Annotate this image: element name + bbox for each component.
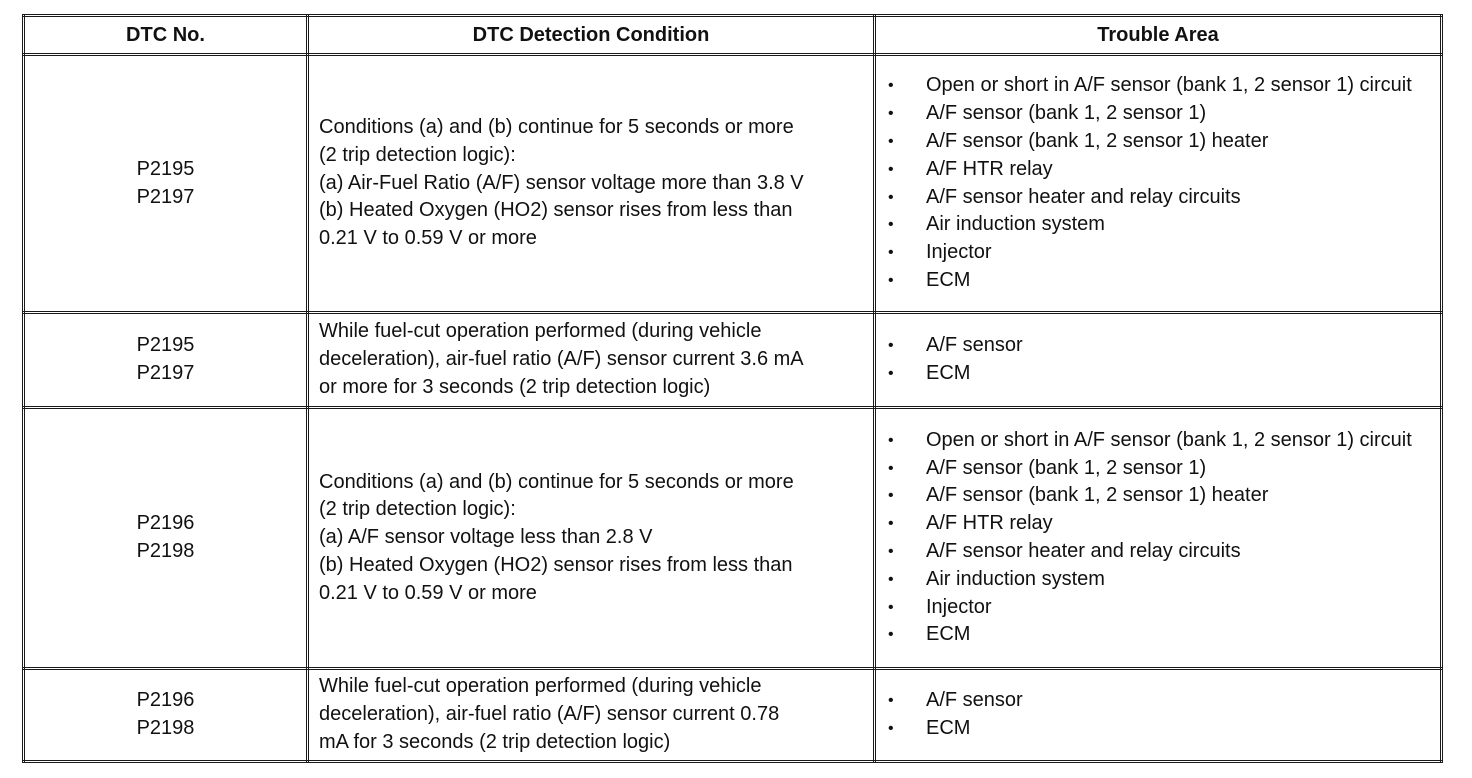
condition-line: (2 trip detection logic): (319, 498, 516, 521)
list-item (876, 621, 1440, 649)
list-item (876, 100, 1440, 128)
bullet-icon: • (888, 77, 894, 95)
condition-line: (a) A/F sensor voltage less than 2.8 V (319, 526, 653, 549)
dtc-code-cell (24, 313, 308, 408)
trouble-area-list (876, 427, 1440, 649)
trouble-area-text: A/F sensor (bank 1, 2 sensor 1) heater (926, 484, 1269, 507)
condition-line: 0.21 V to 0.59 V or more (319, 227, 537, 250)
dtc-code: P2197 (136, 362, 195, 384)
bullet-icon: • (888, 487, 894, 505)
table-row (24, 313, 1442, 408)
condition-line: (b) Heated Oxygen (HO2) sensor rises from less than (319, 199, 793, 222)
bullet-icon: • (888, 337, 894, 355)
detection-condition-cell (308, 313, 875, 408)
bullet-icon: • (888, 431, 894, 449)
bullet-icon: • (888, 720, 894, 737)
bullet-icon: • (888, 188, 894, 206)
trouble-area-text: A/F sensor (bank 1, 2 sensor 1) heater (926, 129, 1269, 152)
trouble-area-text: A/F HTR relay (926, 512, 1053, 535)
bullet-icon: • (888, 598, 894, 616)
trouble-area-text: A/F sensor heater and relay circuits (926, 185, 1241, 208)
trouble-area-cell (875, 408, 1442, 669)
trouble-area-text: ECM (926, 268, 971, 291)
detection-condition-cell (308, 408, 875, 669)
trouble-area-text: Air induction system (926, 567, 1105, 590)
condition-line: While fuel-cut operation performed (during vehicle (319, 320, 762, 343)
list-item (876, 211, 1440, 239)
header-trouble-area: Trouble Area (875, 16, 1442, 55)
dtc-code-cell (24, 55, 308, 313)
dtc-code: P2198 (136, 717, 195, 739)
list-item (876, 510, 1440, 538)
bullet-icon: • (888, 626, 894, 644)
trouble-area-cell (875, 669, 1442, 762)
trouble-area-text: A/F sensor (bank 1, 2 sensor 1) (926, 102, 1207, 125)
list-item (876, 427, 1440, 455)
trouble-area-text: A/F sensor heater and relay circuits (926, 540, 1241, 562)
trouble-area-text: ECM (926, 623, 971, 646)
condition-line: (2 trip detection logic): (319, 143, 516, 166)
list-item (876, 482, 1440, 510)
list-item (876, 332, 1440, 360)
table-row (24, 55, 1442, 313)
list-item (876, 455, 1440, 483)
list-item (876, 594, 1440, 622)
trouble-area-text: ECM (926, 717, 971, 739)
bullet-icon: • (888, 570, 894, 588)
detection-condition-cell (308, 669, 875, 762)
bullet-icon: • (888, 459, 894, 477)
table-row (24, 408, 1442, 669)
trouble-area-text: Injector (926, 241, 992, 264)
list-item (876, 72, 1440, 100)
header-detection-condition: DTC Detection Condition (308, 16, 875, 55)
condition-line: (b) Heated Oxygen (HO2) sensor rises from less than (319, 553, 793, 576)
dtc-code: P2196 (136, 512, 195, 535)
condition-line: 0.21 V to 0.59 V or more (319, 581, 537, 604)
condition-line: deceleration), air-fuel ratio (A/F) sensor current 0.78 (319, 703, 780, 726)
condition-line: While fuel-cut operation performed (during vehicle (319, 675, 762, 698)
trouble-area-text: A/F sensor (926, 334, 1023, 357)
detection-condition-cell (308, 55, 875, 313)
list-item (876, 715, 1440, 743)
bullet-icon: • (888, 244, 894, 262)
bullet-icon: • (888, 132, 894, 150)
condition-line: (a) Air-Fuel Ratio (A/F) sensor voltage more than 3.8 V (319, 171, 804, 194)
list-item (876, 128, 1440, 156)
trouble-area-list (876, 72, 1440, 294)
trouble-area-text: ECM (926, 362, 971, 384)
list-item (876, 566, 1440, 594)
dtc-code-cell (24, 408, 308, 669)
bullet-icon: • (888, 543, 894, 560)
bullet-icon: • (888, 515, 894, 533)
trouble-area-text: A/F sensor (926, 689, 1023, 712)
bullet-icon: • (888, 105, 894, 123)
condition-line: mA for 3 seconds (2 trip detection logic) (319, 730, 671, 753)
condition-line: deceleration), air-fuel ratio (A/F) sensor current 3.6 mA (319, 348, 804, 371)
dtc-code: P2195 (136, 334, 195, 357)
condition-line: or more for 3 seconds (2 trip detection logic) (319, 375, 711, 398)
trouble-area-text: Air induction system (926, 213, 1105, 236)
dtc-code: P2198 (136, 540, 195, 562)
bullet-icon: • (888, 160, 894, 178)
bullet-icon: • (888, 365, 894, 382)
trouble-area-text: A/F HTR relay (926, 157, 1053, 180)
dtc-code: P2195 (136, 157, 195, 180)
header-row (24, 16, 1442, 55)
trouble-area-list (876, 332, 1440, 388)
list-item (876, 360, 1440, 388)
condition-line: Conditions (a) and (b) continue for 5 seconds or more (319, 470, 794, 493)
list-item (876, 538, 1440, 566)
trouble-area-text: A/F sensor (bank 1, 2 sensor 1) (926, 456, 1207, 479)
dtc-code: P2197 (136, 185, 195, 208)
trouble-area-text: Open or short in A/F sensor (bank 1, 2 sensor 1) circuit (926, 74, 1412, 97)
list-item (876, 267, 1440, 295)
dtc-table (22, 14, 1443, 763)
dtc-code-cell (24, 669, 308, 762)
condition-line: Conditions (a) and (b) continue for 5 seconds or more (319, 116, 794, 138)
list-item (876, 156, 1440, 184)
bullet-icon: • (888, 271, 894, 289)
trouble-area-list (876, 687, 1440, 743)
trouble-area-cell (875, 313, 1442, 408)
trouble-area-text: Open or short in A/F sensor (bank 1, 2 sensor 1) circuit (926, 428, 1412, 451)
bullet-icon: • (888, 692, 894, 710)
list-item (876, 239, 1440, 267)
dtc-code: P2196 (136, 689, 195, 712)
list-item (876, 687, 1440, 715)
header-dtc-no: DTC No. (24, 16, 308, 55)
list-item (876, 184, 1440, 212)
bullet-icon: • (888, 216, 894, 234)
trouble-area-text: Injector (926, 595, 992, 618)
trouble-area-cell (875, 55, 1442, 313)
table-row (24, 669, 1442, 762)
